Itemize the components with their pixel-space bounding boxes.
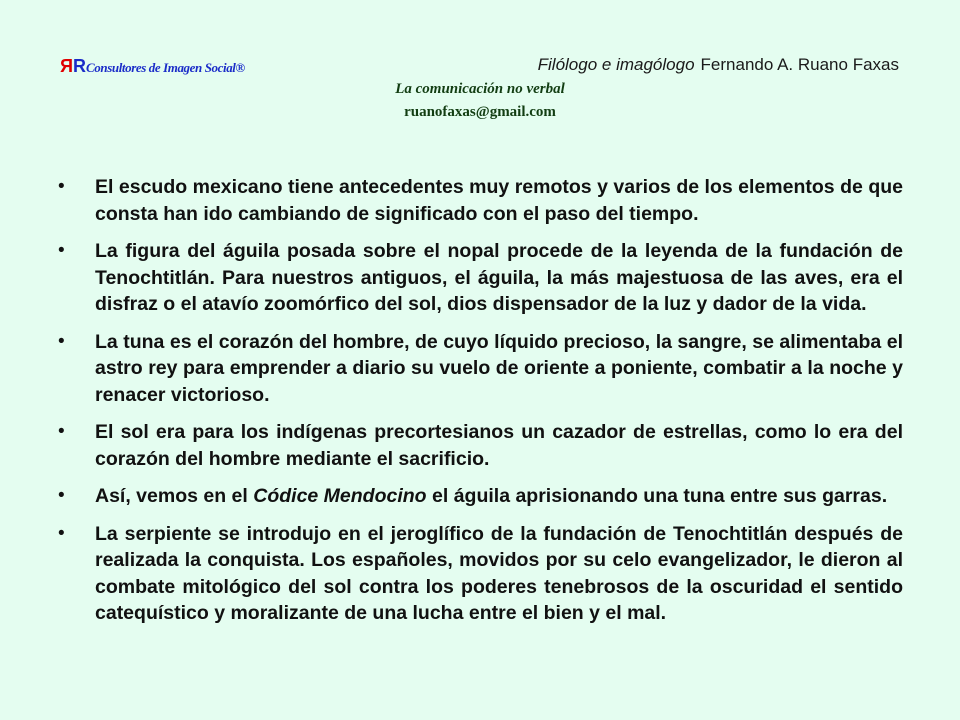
bullet-dot-icon: • — [58, 176, 65, 197]
logo-mirrored-r: R — [60, 56, 73, 76]
bullet-list — [58, 174, 903, 638]
bullet-item — [58, 174, 903, 227]
bullet-text: La figura del águila posada sobre el nopal procede de la leyenda de la fundación de Tenochtitlán. Para nuestros antiguos, el águila, la más majestuosa de las aves, era el disfraz o el atavío zoomórfico del sol, dios dispensador de la luz y dador de la vida. — [95, 240, 903, 315]
logo-r: R — [73, 56, 86, 76]
bullet-text: El escudo mexicano tiene antecedentes muy remotos y varios de los elementos de que consta han ido cambiando de significado con el paso del tiempo. — [95, 176, 903, 225]
author-profession: Filólogo e imagólogo — [537, 55, 695, 74]
company-name: Consultores de Imagen Social® — [86, 60, 245, 75]
bullet-text-before: Así, vemos en el — [95, 485, 254, 507]
author-name: Fernando A. Ruano Faxas — [700, 55, 899, 74]
bullet-dot-icon: • — [58, 485, 65, 506]
bullet-dot-icon: • — [58, 240, 65, 261]
bullet-item — [58, 521, 903, 627]
bullet-item — [58, 238, 903, 318]
bullet-item — [58, 329, 903, 409]
author-email: ruanofaxas@gmail.com — [404, 104, 556, 120]
bullet-item — [58, 419, 903, 472]
codex-title: Códice Mendocino — [253, 485, 427, 507]
bullet-dot-icon: • — [58, 522, 65, 544]
bullet-text-after: el águila aprisionando una tuna entre sus garras. — [426, 485, 888, 507]
bullet-text: El sol era para los indígenas precortesianos un cazador de estrellas, como lo era del corazón del hombre mediante el sacrificio. — [95, 421, 903, 470]
company-logo — [60, 56, 245, 78]
bullet-dot-icon: • — [58, 330, 65, 352]
bullet-text: La serpiente se introdujo en el jeroglífico de la fundación de Tenochtitlán después de realizada la conquista. Los españoles, movidos por su celo evangelizador, le dieron al combate mitológico del sol contra los poderes tenebrosos de la oscuridad el sentido catequístico y moralizante de una lucha entre el bien y el mal. — [95, 522, 903, 624]
author-header — [538, 55, 899, 75]
bullet-item — [58, 483, 903, 510]
bullet-text: La tuna es el corazón del hombre, de cuyo líquido precioso, la sangre, se alimentaba el astro rey para emprender a diario su vuelo de oriente a poniente, combatir a la noche y renacer victorioso. — [95, 330, 903, 406]
bullet-dot-icon: • — [58, 421, 65, 442]
presentation-subtitle: La comunicación no verbal — [395, 81, 565, 97]
